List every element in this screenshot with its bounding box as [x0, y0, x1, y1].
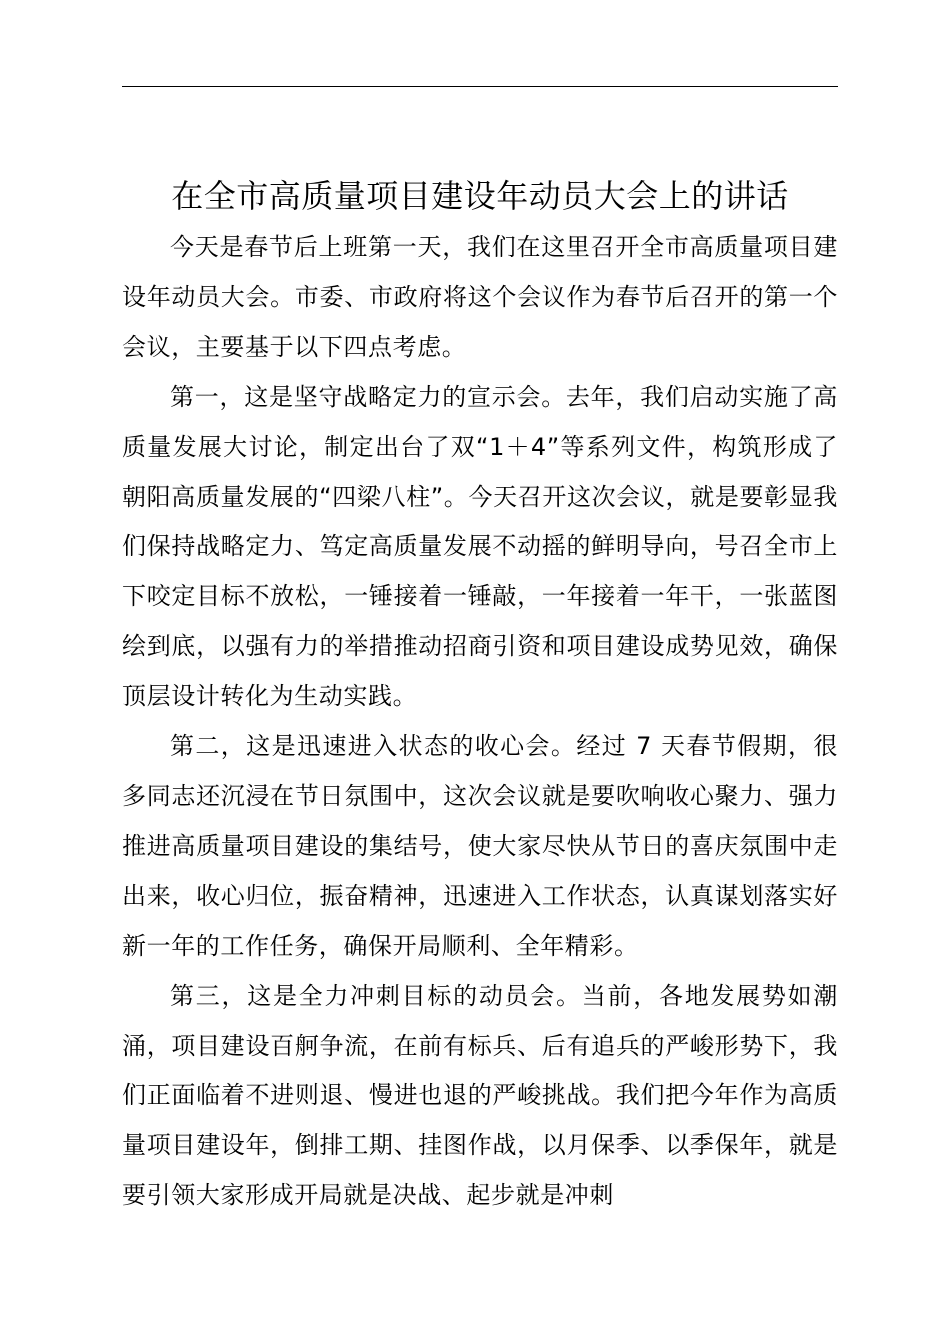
- document-body: [122, 223, 838, 1221]
- paragraph-third-point: 第三，这是全力冲刺目标的动员会。当前，各地发展势如潮涌，项目建设百舸争流，在前有标兵、后有追兵的严峻形势下，我们正面临着不进则退、慢进也退的严峻挑战。我们把今年作为高质量项目建设年，倒排工期、挂图作战，以月保季、以季保年，就是要引领大家形成开局就是决战、起步就是冲刺: [122, 981, 838, 1210]
- header-rule: [122, 86, 838, 87]
- paragraph-intro: 今天是春节后上班第一天，我们在这里召开全市高质量项目建设年动员大会。市委、市政府将这个会议作为春节后召开的第一个会议，主要基于以下四点考虑。: [122, 233, 838, 361]
- document-title: 在全市高质量项目建设年动员大会上的讲话: [171, 177, 789, 216]
- paragraph-second-point: 第二，这是迅速进入状态的收心会。经过 7 天春节假期，很多同志还沉浸在节日氛围中，这次会议就是要吹响收心聚力、强力推进高质量项目建设的集结号，使大家尽快从节日的喜庆氛围中走出来，收心归位，振奋精神，迅速进入工作状态，认真谋划落实好新一年的工作任务，确保开局顺利、全年精彩。: [122, 732, 838, 960]
- paragraph-first-point: 第一，这是坚守战略定力的宣示会。去年，我们启动实施了高质量发展大讨论，制定出台了双“1＋4”等系列文件，构筑形成了朝阳高质量发展的“四梁八柱”。今天召开这次会议，就是要彰显我们保持战略定力、笃定高质量发展不动摇的鲜明导向，号召全市上下咬定目标不放松，一锤接着一锤敲，一年接着一年干，一张蓝图绘到底，以强有力的举措推动招商引资和项目建设成势见效，确保顶层设计转化为生动实践。: [122, 382, 838, 711]
